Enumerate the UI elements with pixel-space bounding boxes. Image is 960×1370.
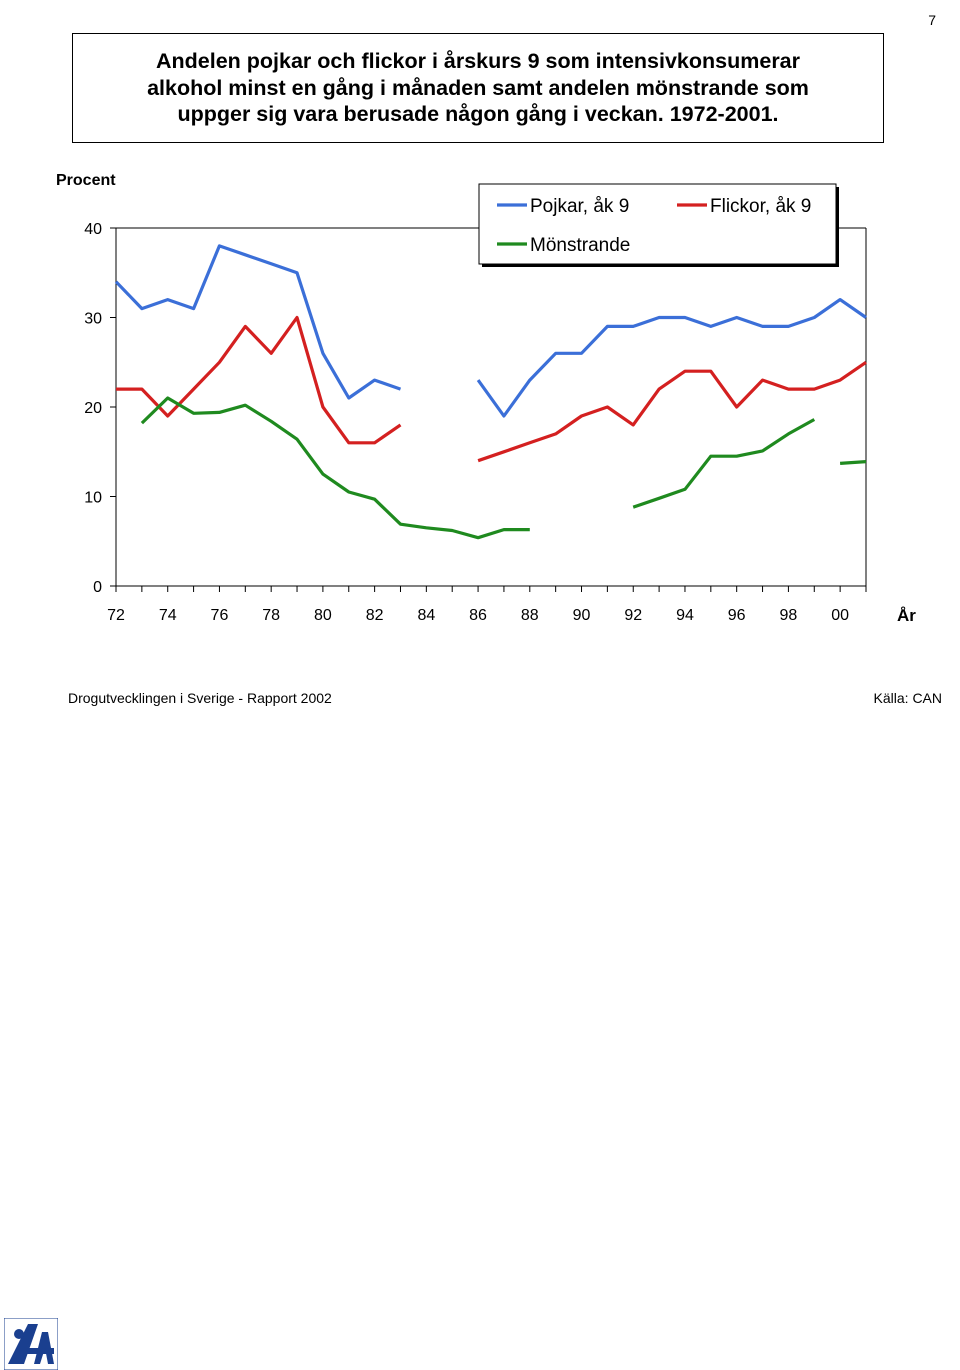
footer-report-text: Drogutvecklingen i Sverige - Rapport 2002 bbox=[68, 690, 332, 706]
y-tick-label: 20 bbox=[84, 400, 102, 417]
x-tick-label: 74 bbox=[158, 607, 177, 624]
x-tick-label: 80 bbox=[313, 607, 332, 624]
line-chart bbox=[0, 0, 960, 650]
series-line-flickor-segment-2 bbox=[478, 362, 866, 460]
x-axis-label: År bbox=[897, 606, 916, 625]
x-tick-label: 94 bbox=[676, 607, 694, 624]
x-tick-label: 96 bbox=[727, 607, 746, 624]
series-line-monstrande-segment-1 bbox=[142, 398, 530, 538]
legend-label-flickor: Flickor, åk 9 bbox=[710, 196, 812, 217]
x-tick-label: 00 bbox=[831, 607, 850, 624]
series-line-pojkar-segment-1 bbox=[116, 246, 401, 398]
y-tick-label: 40 bbox=[84, 221, 102, 238]
legend-label-monstrande: Mönstrande bbox=[530, 235, 631, 256]
chart-title-line-2: alkohol minst en gång i månaden samt andelen mönstrande som bbox=[147, 75, 809, 100]
x-tick-label: 76 bbox=[210, 607, 229, 624]
footer bbox=[0, 656, 960, 720]
y-tick-label: 30 bbox=[84, 310, 102, 328]
x-tick-label: 78 bbox=[262, 607, 281, 624]
x-tick-label: 72 bbox=[107, 607, 125, 624]
series-line-monstrande-segment-3 bbox=[840, 462, 866, 464]
chart-title-line-3: uppger sig vara berusade någon gång i veckan. 1972-2001. bbox=[177, 102, 779, 127]
x-tick-label: 92 bbox=[624, 607, 643, 624]
x-tick-label: 84 bbox=[417, 607, 436, 624]
series-line-flickor-segment-1 bbox=[116, 318, 401, 443]
x-tick-label: 86 bbox=[469, 607, 487, 624]
x-tick-label: 98 bbox=[779, 607, 798, 624]
x-tick-label: 82 bbox=[365, 607, 384, 624]
series-line-monstrande-segment-2 bbox=[633, 420, 814, 508]
footer-source-text: Källa: CAN bbox=[873, 690, 942, 706]
y-axis-label: Procent bbox=[56, 172, 116, 189]
y-tick-label: 10 bbox=[84, 489, 102, 507]
series-line-pojkar-segment-2 bbox=[478, 300, 866, 416]
page-number: 7 bbox=[928, 12, 936, 28]
chart-title-line-1: Andelen pojkar och flickor i årskurs 9 som intensivkonsumerar bbox=[155, 49, 801, 74]
can-logo-icon bbox=[4, 1318, 58, 1370]
y-tick-label: 0 bbox=[93, 579, 102, 596]
x-tick-label: 88 bbox=[520, 607, 539, 624]
legend-label-pojkar: Pojkar, åk 9 bbox=[530, 196, 630, 217]
x-tick-label: 90 bbox=[572, 607, 591, 624]
